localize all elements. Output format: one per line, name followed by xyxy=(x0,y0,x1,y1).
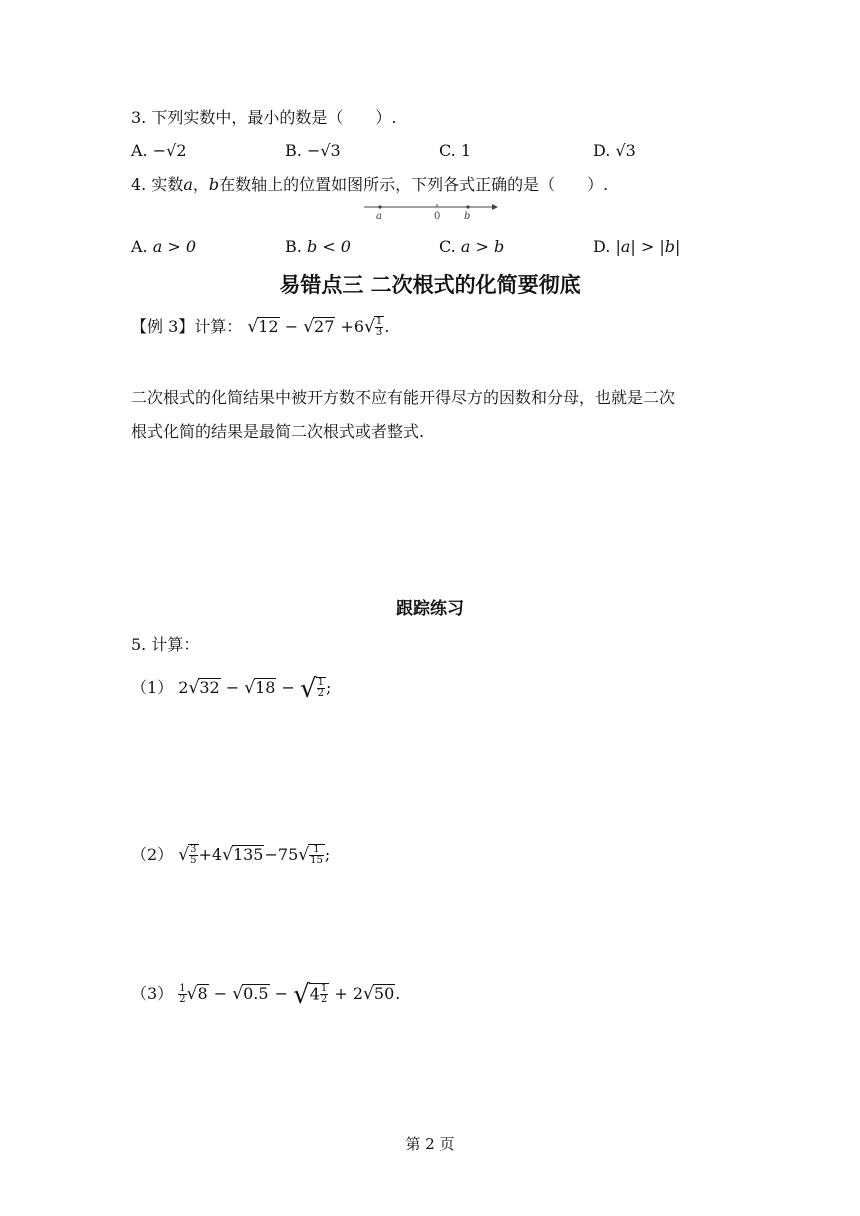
q4-option-c: C. a > b xyxy=(439,237,505,256)
explanation-line-2: 根式化简的结果是最简二次根式或者整式. xyxy=(131,422,425,441)
q4-option-a: A. a > 0 xyxy=(131,237,197,256)
q5-stem: 5. 计算： xyxy=(131,635,200,654)
q5-part-2: （2） √ $\frac{3}{5}$ +4√135−75√ $\frac{1}{15}$ ; xyxy=(131,843,331,866)
number-line-label-0: 0 xyxy=(434,211,441,222)
page-number: 第 2 页 xyxy=(405,1135,455,1153)
explanation-line-1: 二次根式的化简结果中被开方数不应有能开得尽方的因数和分母，也就是二次 xyxy=(131,388,676,407)
practice-title: 跟踪练习 xyxy=(396,599,464,619)
number-line-label-b: b xyxy=(464,211,471,222)
number-line-label-a: a xyxy=(376,211,382,222)
q3-stem: 3. 下列实数中，最小的数是（ ）. xyxy=(131,108,397,127)
q3-option-b: B. −√3 xyxy=(285,141,341,160)
example-3: 【例 3】计算： √12 − √27 +6√ $\frac{1}{3}$ . xyxy=(131,315,390,338)
q4-stem: 4. 实数a，b在数轴上的位置如图所示，下列各式正确的是（ ）. xyxy=(131,175,609,194)
q4-option-d: D. |a| > |b| xyxy=(593,237,681,256)
q4-option-b: B. b < 0 xyxy=(285,237,351,256)
arrow-right-icon xyxy=(492,204,498,210)
section-title: 易错点三 二次根式的化简要彻底 xyxy=(279,273,581,297)
q3-option-d: D. √3 xyxy=(593,141,636,160)
example-label: 【例 3】 xyxy=(131,317,195,336)
q5-part-1: （1） 2√32 − √18 − √ $\frac{1}{2}$ ; xyxy=(131,674,332,704)
number-line-figure xyxy=(362,200,502,222)
q3-option-c: C. 1 xyxy=(439,141,472,160)
point-b-marker xyxy=(466,205,469,208)
point-a-marker xyxy=(378,205,381,208)
q5-part-3: （3） $\frac{1}{2}$ √8 − √0.5 − √4 $\frac{1}{2}$ + 2√50. xyxy=(131,980,401,1010)
q3-option-a: A. −√2 xyxy=(131,141,187,160)
